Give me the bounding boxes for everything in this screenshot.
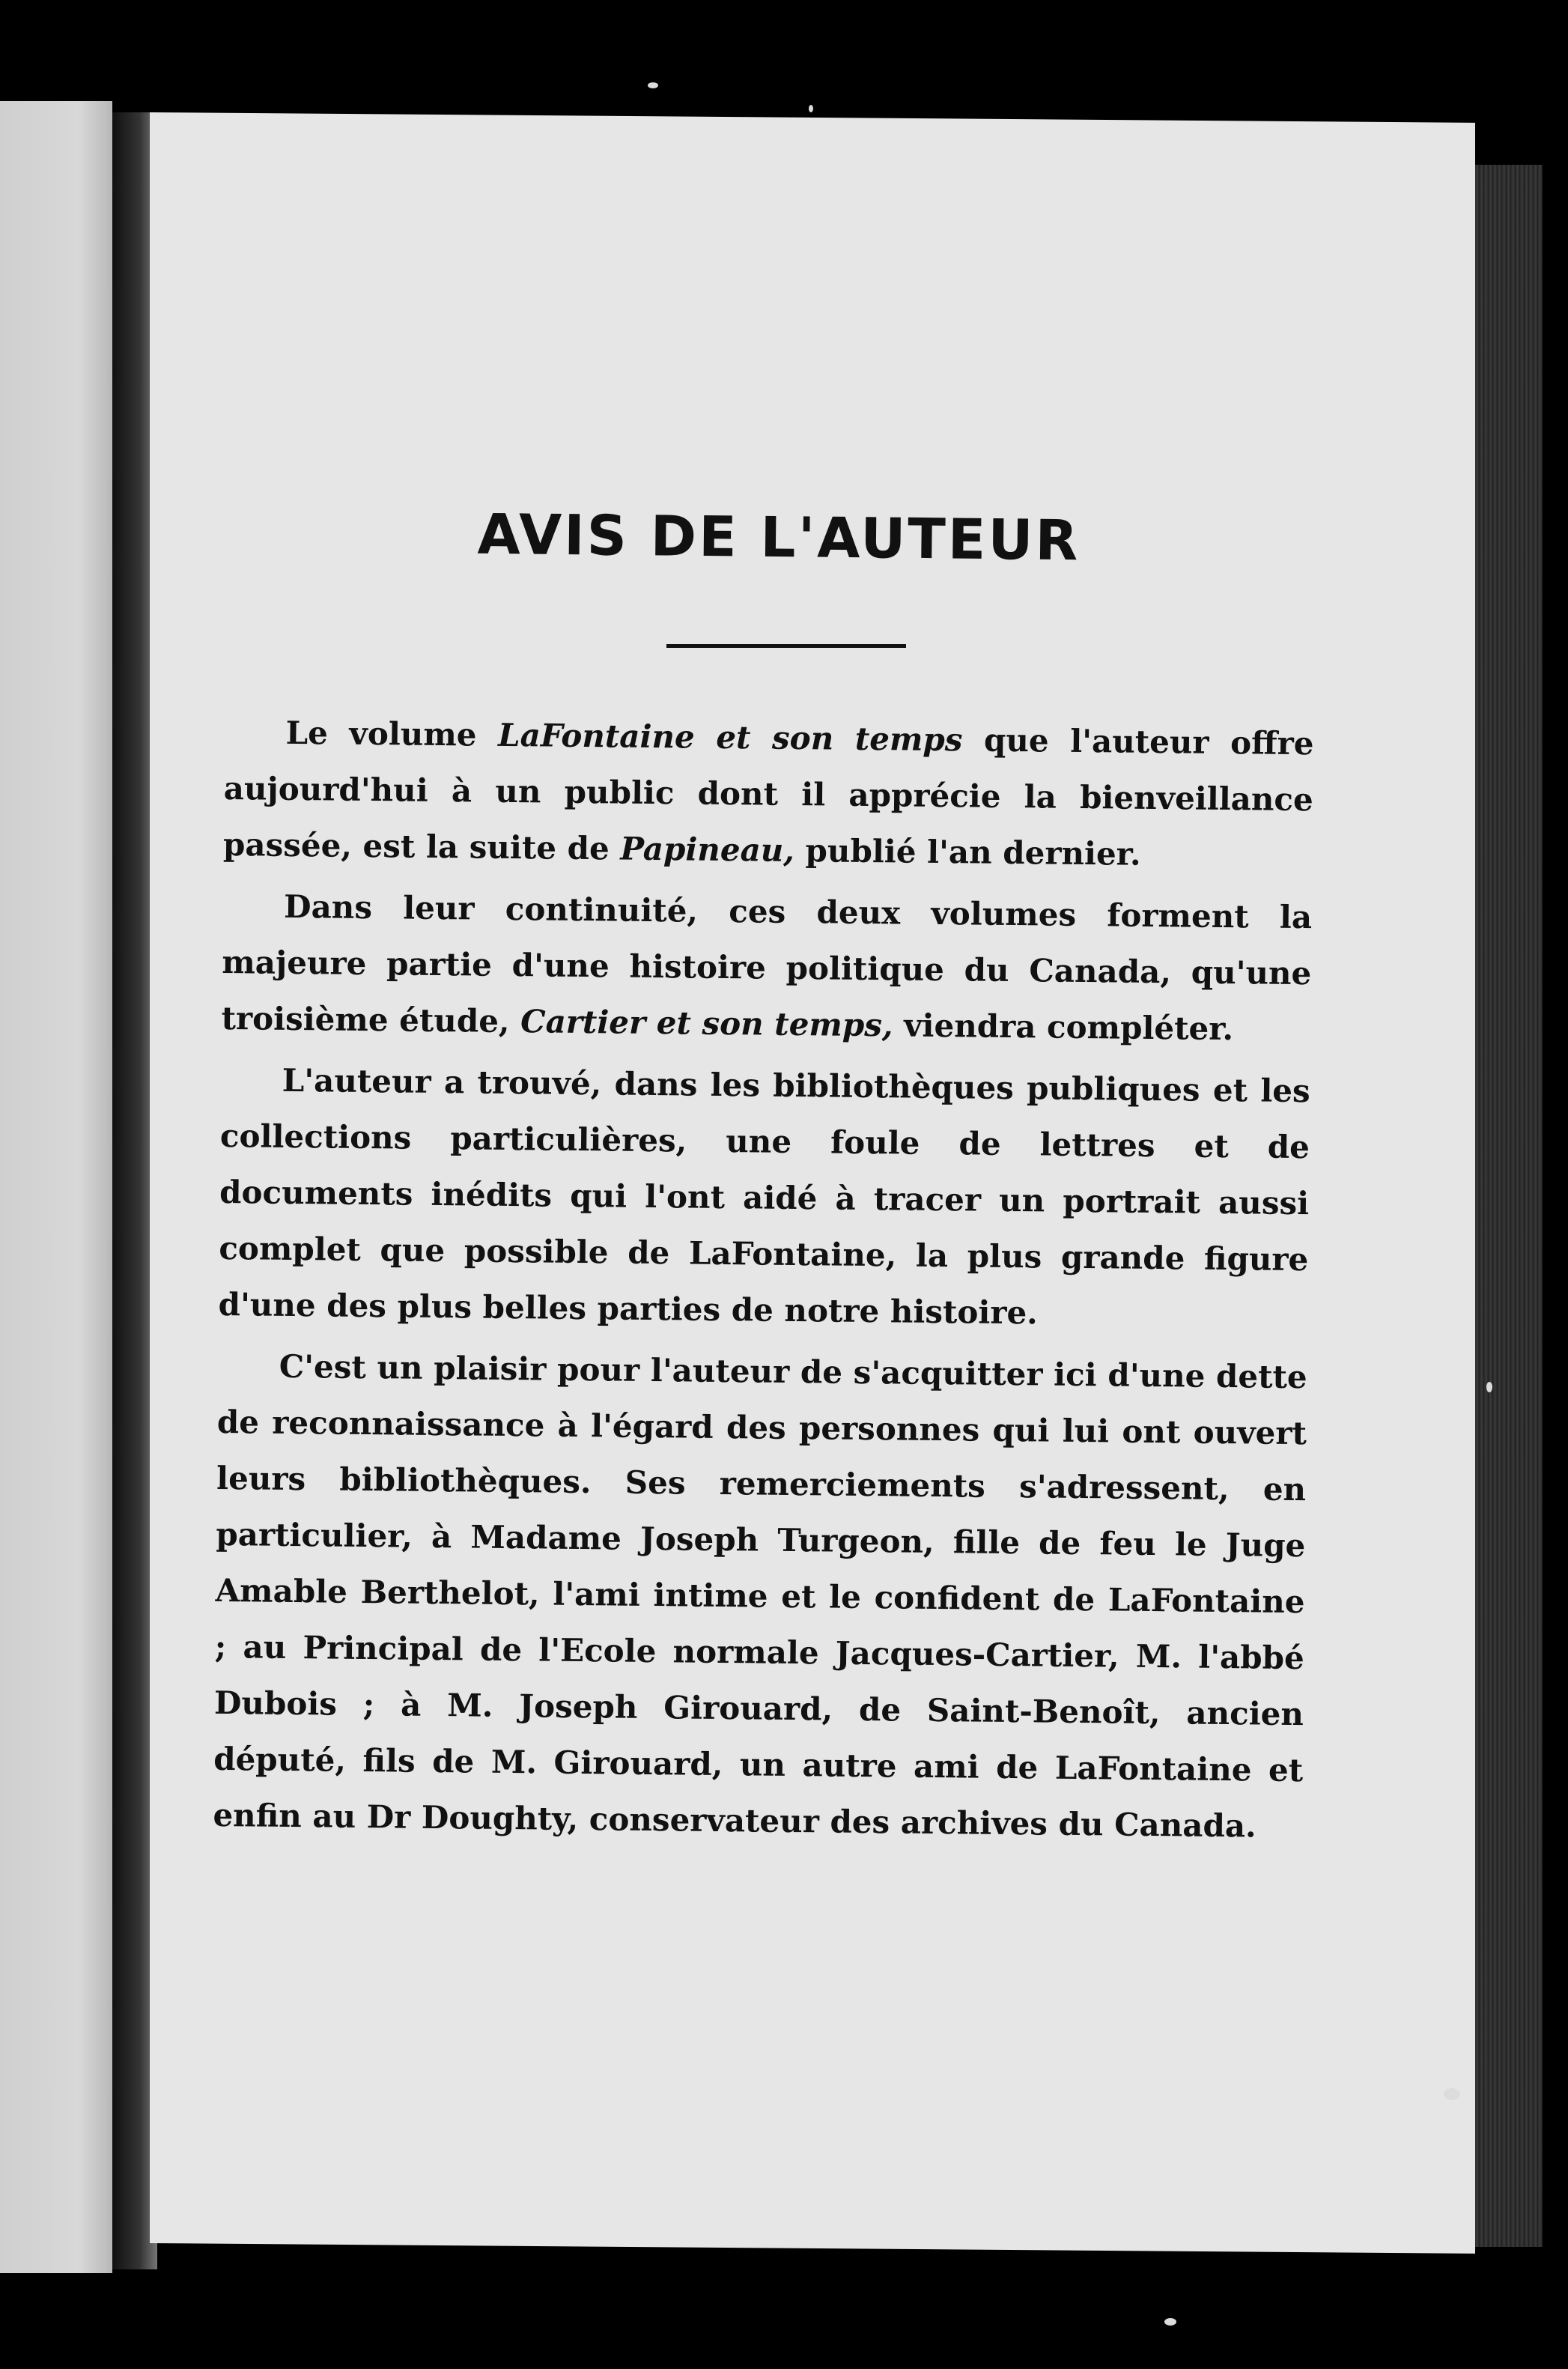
dust-speck <box>1444 2088 1460 2100</box>
paragraph-4: C'est un plaisir pour l'auteur de s'acquitter ici d'une dette de reconnaissance à l'égard des personnes qui lui ont ouvert leurs bibliothèques. Ses remerciements s'adressent, en particulier, à Madame Joseph Turgeon, fille de feu le Juge Amable Berthelot, l'ami intime et le confident de LaFontaine ; au Principal de l'Ecole normale Jacques-Cartier, M. l'abbé Dubois ; à M. Joseph Girouard, de Saint-Benoît, ancien député, fils de M. Girouard, un autre ami de LaFontaine et enfin au Dr Doughty, conservateur des archives du Canada. <box>213 1347 1307 1845</box>
paragraph-2-text-b: viendra compléter. <box>893 1007 1234 1048</box>
left-page <box>0 101 112 2273</box>
paragraph-1-text-b: que l'auteur offre aujourd'hui à un public dont il apprécie la bienveillance passée, est la suite de <box>222 721 1314 867</box>
book-title-cartier: Cartier et son temps, <box>520 1003 893 1044</box>
page-title: AVIS DE L'AUTEUR <box>477 502 1081 574</box>
dust-speck <box>648 82 658 88</box>
paragraph-2-text-a: Dans leur continuité, ces deux volumes forment la majeure partie d'une histoire politique du Canada, qu'une troisième étude, <box>221 888 1313 1040</box>
paragraph-1 <box>223 704 1314 884</box>
dust-speck <box>1486 1382 1492 1392</box>
paragraph-3: L'auteur a trouvé, dans les bibliothèques publiques et les collections particulières, une foule de lettres et de documents inédits qui l'ont aidé à tracer un portrait aussi complet que possible de LaFontaine, la plus grande figure d'une des plus belles parties de notre histoire. <box>218 1061 1310 1332</box>
book-title-papineau: Papineau, <box>620 830 795 869</box>
body-text <box>213 704 1314 1860</box>
dust-speck <box>809 105 813 112</box>
paragraph-1-text-c: publié l'an dernier. <box>794 831 1141 873</box>
book-title-lafontaine: LaFontaine et son temps <box>497 716 963 759</box>
title-rule <box>666 644 906 648</box>
dust-speck <box>1164 2318 1176 2326</box>
paragraph-2 <box>221 878 1312 1058</box>
page-stack-edge <box>1475 165 1543 2247</box>
paragraph-1-text-a: Le volume <box>285 714 499 753</box>
